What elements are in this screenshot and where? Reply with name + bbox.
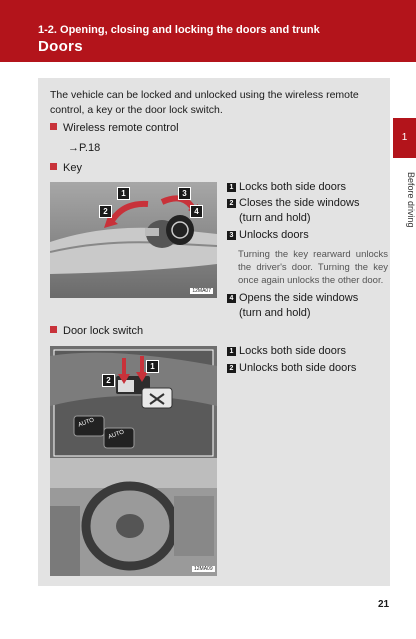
door-switch-illustration — [50, 346, 217, 576]
marker-3: 3 — [178, 187, 191, 200]
marker-1: 1 — [146, 360, 159, 373]
image-code: 12MA07 — [192, 288, 211, 294]
chapter-header — [0, 0, 416, 62]
section-title: 1-2. Opening, closing and locking the doors and trunk — [38, 24, 320, 36]
marker-2: 2 — [99, 205, 112, 218]
key-item: 4 Opens the side windows (turn and hold) — [227, 291, 389, 321]
page-number: 21 — [378, 599, 390, 610]
key-illustration — [50, 182, 217, 298]
chapter-side-label: Before driving — [406, 172, 416, 228]
bullet-square-icon — [50, 326, 57, 333]
chapter-tab: 1 — [393, 118, 416, 158]
key-heading: Key — [50, 162, 82, 174]
image-code: 12MA09 — [194, 566, 213, 572]
key-item: 1 Locks both side doors — [227, 180, 389, 195]
marker-1: 1 — [117, 187, 130, 200]
switch-item: 2 Unlocks both side doors — [227, 361, 389, 376]
marker-2: 2 — [102, 374, 115, 387]
auto-label: AUTO — [77, 417, 96, 429]
switch-item: 1 Locks both side doors — [227, 344, 389, 359]
wireless-heading: Wireless remote control — [50, 122, 179, 134]
page-title: Doors — [38, 38, 83, 55]
auto-label: AUTO — [107, 429, 126, 441]
bullet-square-icon — [50, 163, 57, 170]
key-item: 2 Closes the side windows (turn and hold) — [227, 196, 389, 226]
marker-4: 4 — [190, 205, 203, 218]
key-item: 3 Unlocks doors — [227, 228, 389, 243]
bullet-square-icon — [50, 123, 57, 130]
intro-text: The vehicle can be locked and unlocked using the wireless remote control, a key or the door lock switch. — [50, 89, 359, 116]
switch-heading: Door lock switch — [50, 325, 143, 337]
key-note: Turning the key rearward unlocks the driver's door. Turning the key once again unlocks the other door. — [238, 249, 388, 286]
page-reference: →P.18 — [68, 142, 101, 154]
